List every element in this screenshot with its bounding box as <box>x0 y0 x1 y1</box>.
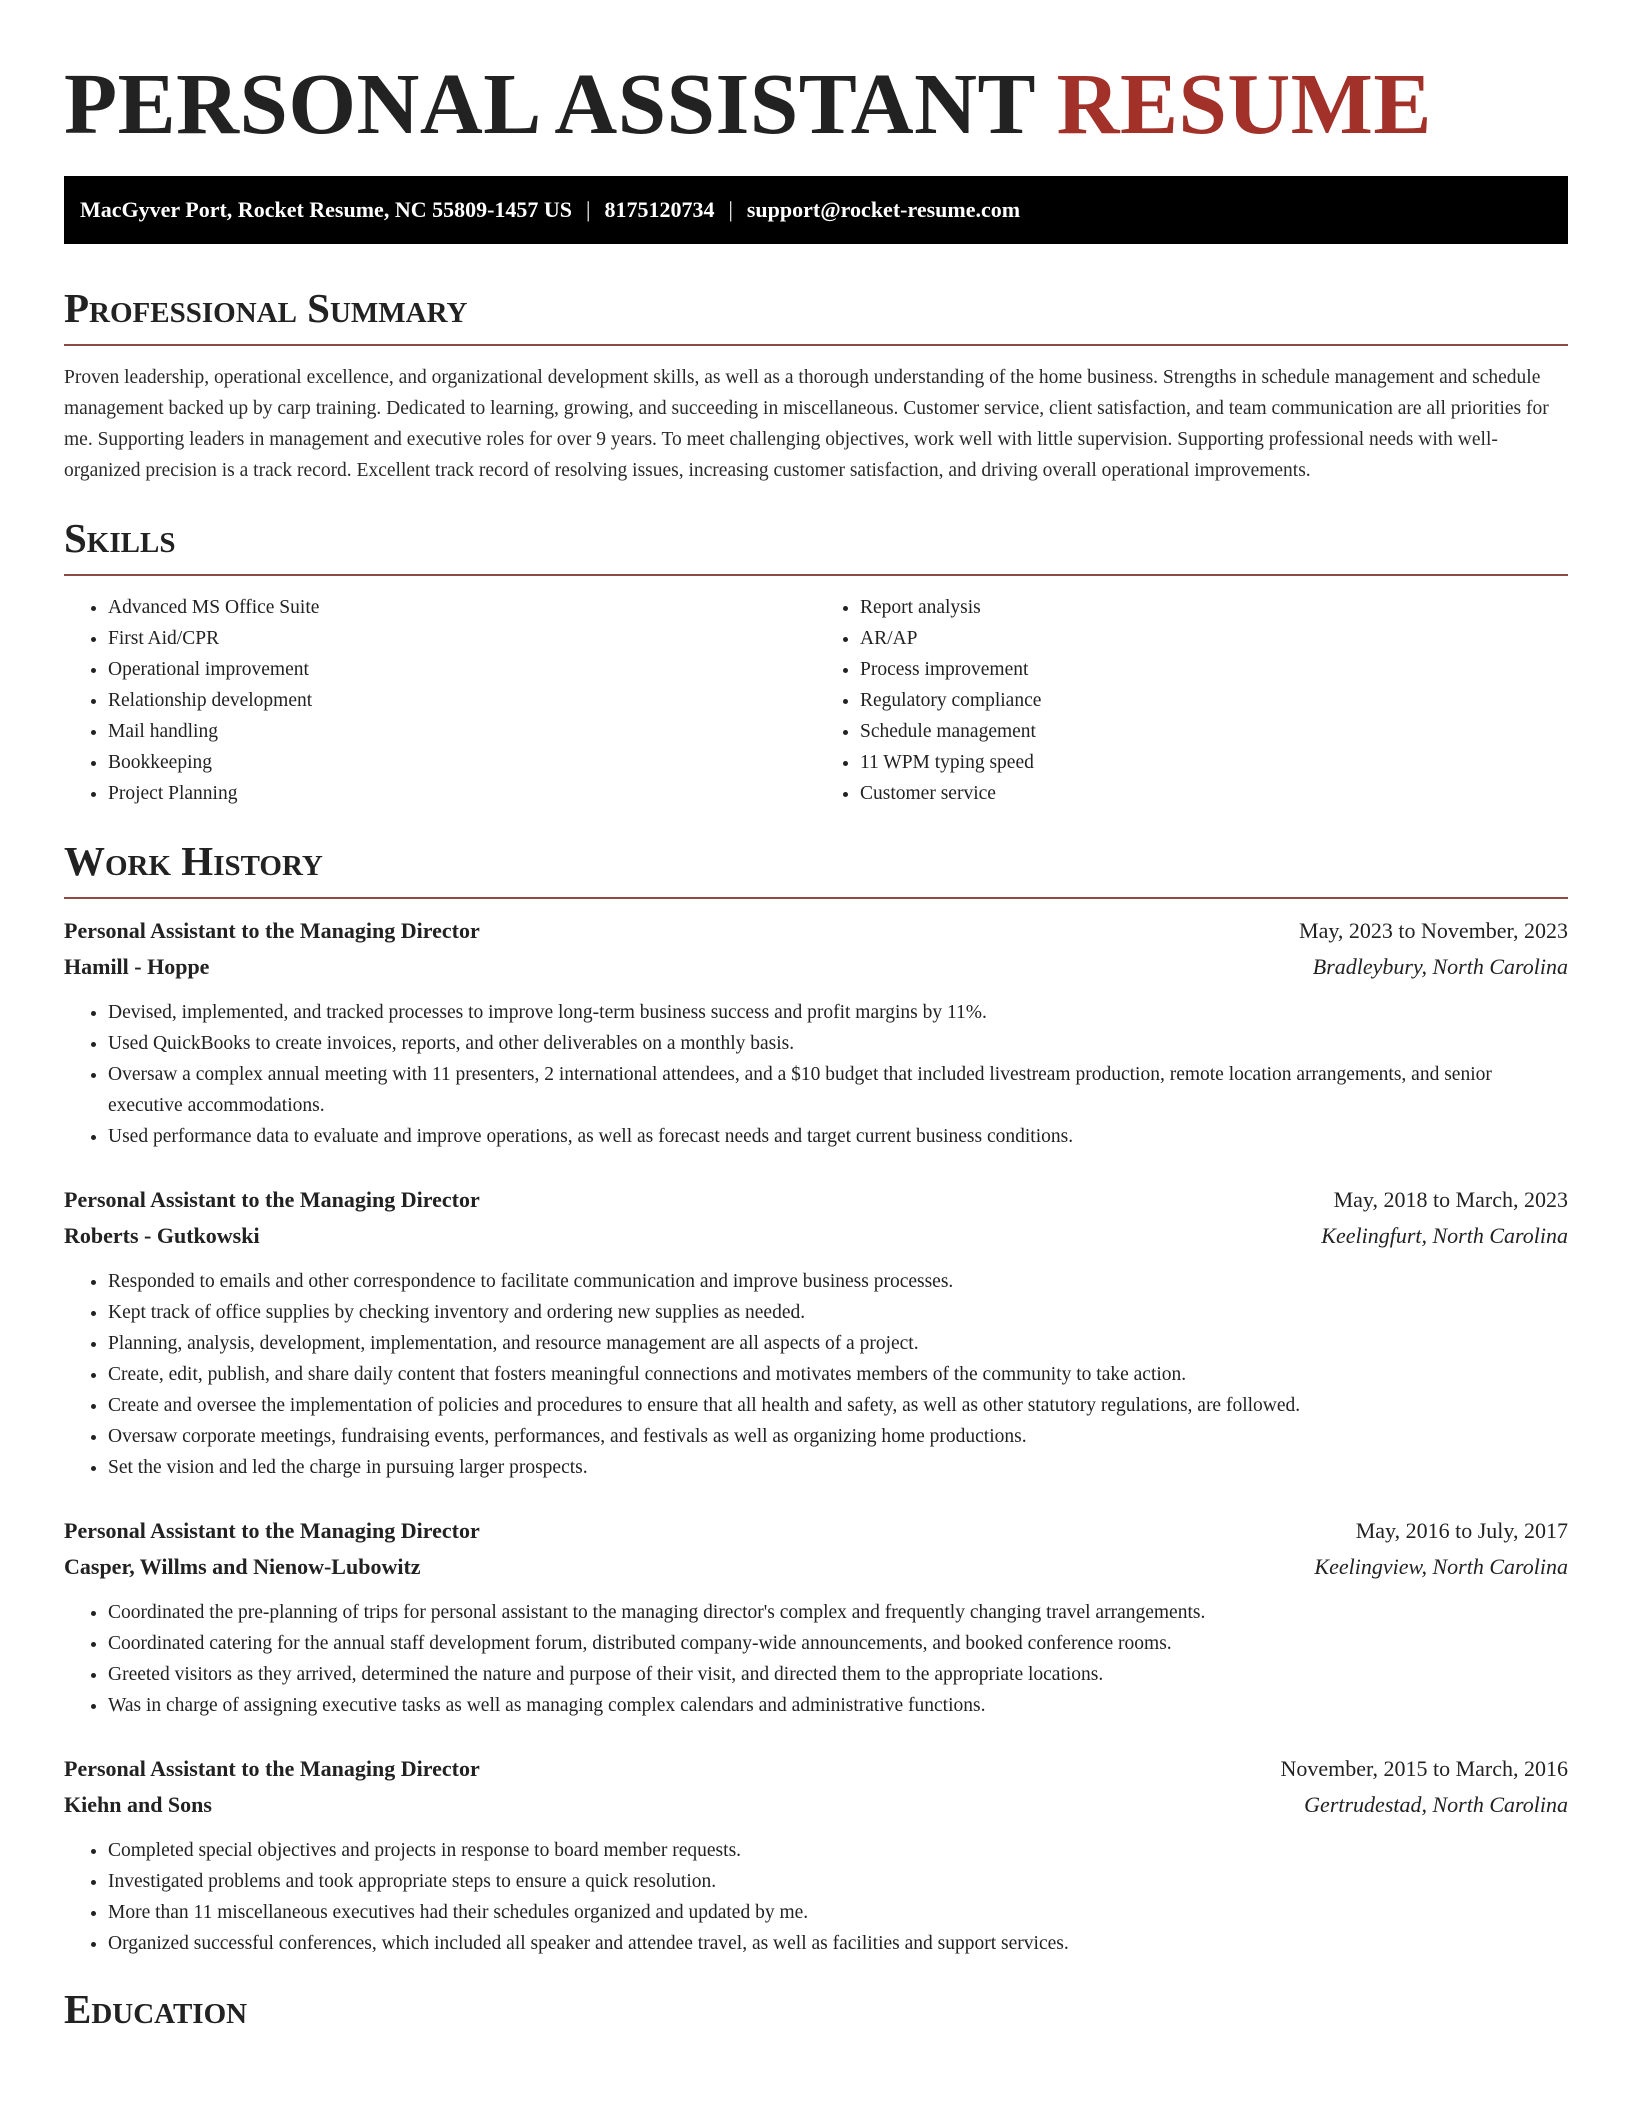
contact-separator: | <box>728 197 733 222</box>
contact-phone[interactable]: 8175120734 <box>604 197 715 222</box>
section-divider <box>64 574 1568 576</box>
job-dates: May, 2018 to March, 2023 <box>1333 1187 1568 1212</box>
job-bullet: • Responded to emails and other correspondence to facilitate communication and improve business processes. <box>108 1266 1568 1297</box>
skill-item: • Mail handling <box>108 716 816 747</box>
skills-list-left <box>64 592 816 809</box>
job-dates: May, 2016 to July, 2017 <box>1355 1518 1568 1543</box>
job-bullet: • Set the vision and led the charge in pursuing larger prospects. <box>108 1452 1568 1483</box>
job-entry <box>64 1513 1568 1721</box>
job-dates: November, 2015 to March, 2016 <box>1280 1756 1568 1781</box>
job-bullet: • Kept track of office supplies by checking inventory and ordering new supplies as needed. <box>108 1297 1568 1328</box>
job-location: Bradleybury, North Carolina <box>1312 954 1568 979</box>
section-divider <box>64 344 1568 346</box>
job-entry <box>64 913 1568 1152</box>
contact-separator: | <box>586 197 591 222</box>
job-bullets <box>64 1597 1568 1721</box>
skills-section <box>64 512 1568 809</box>
skill-item: • First Aid/CPR <box>108 623 816 654</box>
resume-title <box>64 48 1568 160</box>
skill-item: • Project Planning <box>108 778 816 809</box>
job-title: Personal Assistant to the Managing Director <box>64 1187 480 1212</box>
job-bullets <box>64 1266 1568 1483</box>
summary-text: Proven leadership, operational excellence, and organizational development skills, as well as a thorough understanding of the home business. Strengths in schedule management and schedule management backed up by carp training. Dedicated to learning, growing, and succeeding in miscellaneous. Customer service, client satisfaction, and team communication are all priorities for me. Supporting leaders in management and executive roles for over 9 years. To meet challenging objectives, work well with little supervision. Supporting professional needs with well-organized precision is a track record. Excellent track record of resolving issues, increasing customer satisfaction, and driving overall operational improvements. <box>64 367 1549 481</box>
job-location: Gertrudestad, North Carolina <box>1304 1792 1568 1817</box>
job-bullet: • Investigated problems and took appropriate steps to ensure a quick resolution. <box>108 1866 1568 1897</box>
section-heading-education: Education <box>64 1986 248 2032</box>
title-accent: RESUME <box>1056 55 1432 152</box>
job-location: Keelingview, North Carolina <box>1314 1554 1568 1579</box>
job-company: Hamill - Hoppe <box>64 954 210 979</box>
skills-grid <box>64 592 1568 809</box>
job-bullet: • Greeted visitors as they arrived, determined the nature and purpose of their visit, and directed them to the appropriate locations. <box>108 1659 1568 1690</box>
skill-item: • Process improvement <box>860 654 1568 685</box>
job-dates: May, 2023 to November, 2023 <box>1299 918 1568 943</box>
job-bullet: • Planning, analysis, development, implementation, and resource management are all aspects of a project. <box>108 1328 1568 1359</box>
job-bullet: • Organized successful conferences, which included all speaker and attendee travel, as well as facilities and support services. <box>108 1928 1568 1959</box>
skill-item: • AR/AP <box>860 623 1568 654</box>
job-company: Casper, Willms and Nienow-Lubowitz <box>64 1554 421 1579</box>
contact-bar <box>64 176 1568 244</box>
job-location: Keelingfurt, North Carolina <box>1321 1223 1568 1248</box>
job-bullet: • Completed special objectives and projects in response to board member requests. <box>108 1835 1568 1866</box>
summary-section <box>64 282 1568 486</box>
job-bullet: • Used performance data to evaluate and improve operations, as well as forecast needs and target current business conditions. <box>108 1121 1568 1152</box>
contact-email[interactable]: support@rocket-resume.com <box>746 197 1021 222</box>
education-section <box>64 1983 1568 2035</box>
skill-item: • 11 WPM typing speed <box>860 747 1568 778</box>
job-bullets <box>64 997 1568 1152</box>
section-heading-work-history: Work History <box>64 838 323 884</box>
skill-item: • Bookkeeping <box>108 747 816 778</box>
job-entry <box>64 1751 1568 1959</box>
skill-item: • Operational improvement <box>108 654 816 685</box>
skill-item: • Relationship development <box>108 685 816 716</box>
job-title: Personal Assistant to the Managing Director <box>64 918 480 943</box>
job-bullet: • Oversaw corporate meetings, fundraising events, performances, and festivals as well as organizing home productions. <box>108 1421 1568 1452</box>
section-divider <box>64 897 1568 899</box>
skill-item: • Advanced MS Office Suite <box>108 592 816 623</box>
job-bullet: • Was in charge of assigning executive tasks as well as managing complex calendars and administrative functions. <box>108 1690 1568 1721</box>
job-company: Kiehn and Sons <box>64 1792 212 1817</box>
job-entry <box>64 1182 1568 1483</box>
job-bullet: • Devised, implemented, and tracked processes to improve long-term business success and profit margins by 11%. <box>108 997 1568 1028</box>
work-history-section <box>64 835 1568 1959</box>
skill-item: • Report analysis <box>860 592 1568 623</box>
section-heading-summary: Professional Summary <box>64 285 468 331</box>
skill-item: • Schedule management <box>860 716 1568 747</box>
job-title: Personal Assistant to the Managing Director <box>64 1518 480 1543</box>
job-bullet: • Coordinated the pre-planning of trips for personal assistant to the managing director's complex and frequently changing travel arrangements. <box>108 1597 1568 1628</box>
job-bullet: • More than 11 miscellaneous executives had their schedules organized and updated by me. <box>108 1897 1568 1928</box>
job-bullets <box>64 1835 1568 1959</box>
skill-item: • Regulatory compliance <box>860 685 1568 716</box>
section-heading-skills: Skills <box>64 515 176 561</box>
skill-item: • Customer service <box>860 778 1568 809</box>
skills-list-right <box>816 592 1568 809</box>
job-title: Personal Assistant to the Managing Director <box>64 1756 480 1781</box>
job-bullet: • Oversaw a complex annual meeting with 11 presenters, 2 international attendees, and a $10 budget that included livestream production, remote location arrangements, and senior executive accommodations. <box>108 1059 1568 1121</box>
contact-address: MacGyver Port, Rocket Resume, NC 55809-1457 US <box>80 197 573 222</box>
job-company: Roberts - Gutkowski <box>64 1223 260 1248</box>
job-bullet: • Used QuickBooks to create invoices, reports, and other deliverables on a monthly basis. <box>108 1028 1568 1059</box>
job-bullet: • Create and oversee the implementation of policies and procedures to ensure that all health and safety, as well as other statutory regulations, are followed. <box>108 1390 1568 1421</box>
title-main: PERSONAL ASSISTANT <box>64 55 1035 152</box>
job-bullet: • Coordinated catering for the annual staff development forum, distributed company-wide announcements, and booked conference rooms. <box>108 1628 1568 1659</box>
job-bullet: • Create, edit, publish, and share daily content that fosters meaningful connections and motivates members of the community to take action. <box>108 1359 1568 1390</box>
